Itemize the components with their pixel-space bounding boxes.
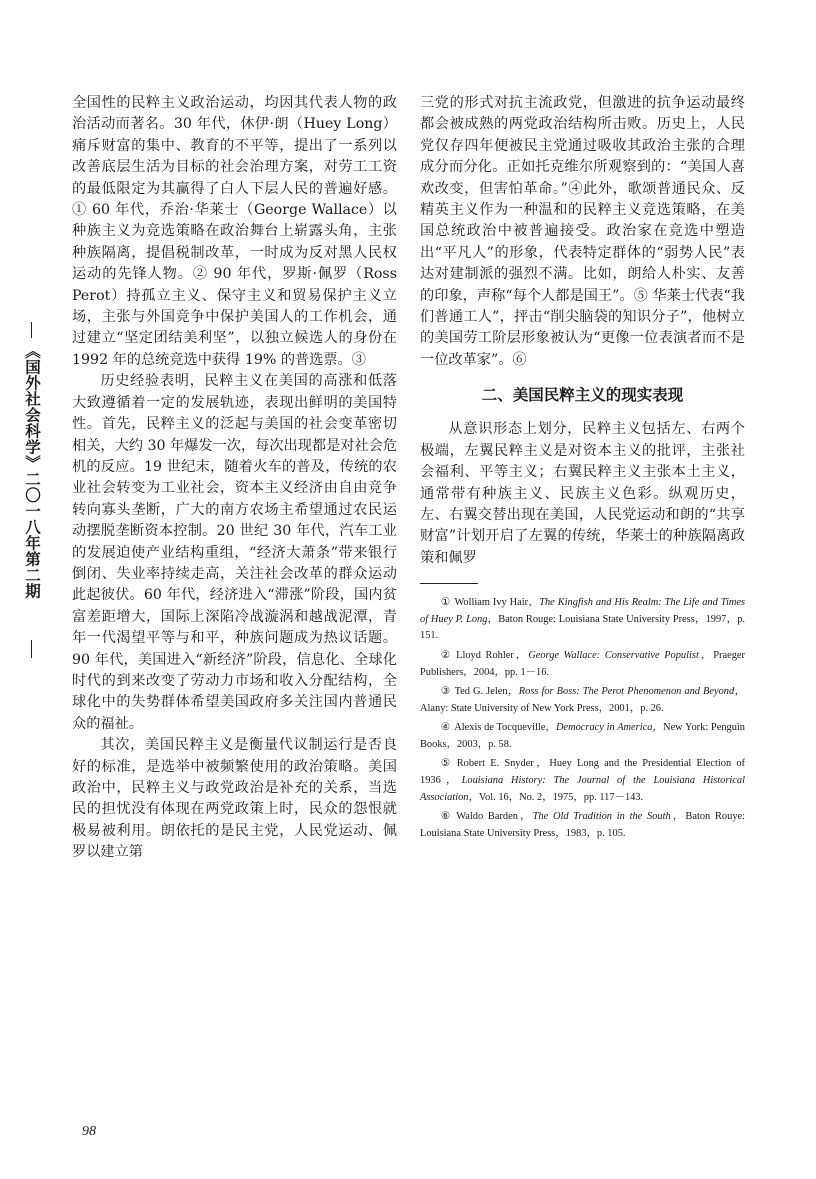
footnote: [420, 809, 745, 842]
footnote-author: Waldo Barden，: [456, 811, 533, 823]
footnote: [420, 595, 745, 645]
footnote-author: Wolliam Ivy Hair，: [454, 597, 540, 609]
footnote-title: Democracy in America: [555, 722, 653, 734]
side-rule-top: [31, 322, 32, 338]
footnote-author: Ted G. Jelen，: [454, 686, 519, 698]
footnote-publisher: ，Baton Rouge: Louisiana State University Press，1997，p. 151.: [420, 613, 745, 642]
footnote-number: ⑥: [440, 811, 453, 823]
paragraph: 全国性的民粹主义政治运动，均因其代表人物的政治活动而著名。30 年代，休伊·朗（Huey Long）痛斥财富的集中、教育的不平等，提出了一系列以改善底层生活为目标的社会治理方案，对劳工工资的最低限定为其赢得了白人下层人民的普遍好感。① 60 年代，乔治·华莱士（George Wallace）以种族主义为竞选策略在政治舞台上崭露头角，主张种族隔离，提倡税制改革，一时成为反对黑人民权运动的先锋人物。② 90 年代，罗斯·佩罗（Ross Perot）持孤立主义、保守主义和贸易保护主义立场，主张与外国竞争中保护美国人的工作机会，通过建立“坚定团结美利坚”，以独立候选人的身份在 1992 年的总统竞选中获得 19% 的普选票。③: [72, 95, 397, 368]
footnote: [420, 648, 745, 681]
paragraph: 三党的形式对抗主流政党，但激进的抗争运动最终都会被成熟的两党政治结构所击败。历史上，人民党仅存四年便被民主党通过吸收其政治主张的合理成分而分化。正如托克维尔所观察到的：“美国人喜欢改变，但害怕革命。”④此外，歌颂普通民众、反精英主义作为一种温和的民粹主义竞选策略，在美国总统政治中被普遍接受。政治家在竞选中塑造出“平凡人”的形象，代表特定群体的“弱势人民”表达对建制派的强烈不满。比如，朗给人朴实、友善的印象，声称“每个人都是国王”。⑤ 华莱士代表“我们普通工人”，抨击“削尖脑袋的知识分子”，他树立的美国劳工阶层形象被认为“更像一位表演者而不是一位改革家”。⑥: [420, 95, 745, 368]
footnote-number: ⑤: [440, 758, 453, 770]
footnote-author: Lloyd Rohler，: [456, 649, 529, 661]
footnotes: [420, 595, 745, 842]
footnote-number: ③: [440, 686, 451, 698]
footnote-title: Louisiana History: The Journal of the Louisiana Historical Association: [420, 775, 745, 803]
footnote-title: George Wallace: Conservative Populist: [528, 649, 699, 661]
footnote-number: ①: [440, 597, 451, 609]
paragraph: 从意识形态上划分，民粹主义包括左、右两个极端，左翼民粹主义是对资本主义的批评，主张社会福利、平等主义；右翼民粹主义主张本土主义，通常带有种族主义、民族主义色彩。纵观历史，左、右翼交替出现在美国，人民党运动和朗的“共享财富”计划开启了左翼的传统，华莱士的种族隔离政策和佩罗: [420, 421, 745, 566]
left-column: [72, 93, 397, 864]
footnote-author: Robert E. Snyder，Huey Long and the Presidential Election of 1936，: [420, 758, 745, 787]
footnote-publisher: ，Vol. 16，No. 2，1975，pp. 117－143.: [468, 791, 644, 803]
footnote-title: Ross for Boss: The Perot Phenomenon and Beyond: [518, 686, 735, 698]
right-column: [420, 93, 745, 845]
paragraph: 历史经验表明，民粹主义在美国的高涨和低落大致遵循着一定的发展轨迹，表现出鲜明的美国特性。首先，民粹主义的泛起与美国的社会变革密切相关，大约 30 年爆发一次，每次出现都是对社会危机的反应。19 世纪末，随着火车的普及，传统的农业社会转变为工业社会，资本主义经济由自由竞争转向寡头垄断，广大的南方农场主希望通过农民运动摆脱垄断资本控制。20 世纪 30 年代，汽车工业的发展迫使产业结构重组，“经济大萧条”带来银行倒闭、失业率持续走高，关注社会改革的群众运动此起彼伏。60 年代，经济进入“滞涨”阶段，国内贫富差距增大，国际上深陷冷战漩涡和越战泥潭，青年一代渴望平等与和平，种族问题成为热议话题。90 年代，美国进入“新经济”阶段，信息化、全球化时代的到来改变了劳动力市场和收入分配结构，全球化中的失势群体希望美国政府多关注国内普通民众的福祉。: [72, 373, 398, 732]
footnote: [420, 684, 745, 717]
footnote-number: ④: [440, 722, 451, 734]
footnote-publisher: ，Alany: State University of New York Press，2001，p. 26.: [420, 686, 746, 714]
side-rule-bottom: [31, 640, 32, 658]
footnote-title: The Old Tradition in the South: [532, 811, 671, 823]
journal-running-title: 《国外社会科学》二〇一八年第二期: [23, 343, 41, 599]
footnote-publisher: ，New York: Penguin Books，2003，p. 58.: [420, 722, 745, 750]
footnote-number: ②: [440, 649, 453, 661]
paragraph: 其次，美国民粹主义是衡量代议制运行是否良好的标准，是选举中被频繁使用的政治策略。美国政治中，民粹主义与政党政治是补充的关系，当选民的担忧没有体现在两党政策上时，民众的怨恨就极易被利用。朗依托的是民主党，人民党运动、佩罗以建立第: [72, 737, 397, 861]
footnote-publisher: ，Praeger Publishers，2004，pp. 1－16.: [420, 649, 745, 678]
footnote-author: Alexis de Tocqueville，: [454, 722, 556, 734]
footnote: [420, 756, 745, 806]
footnote-title: The Kingfish and His Realm: The Life and Times of Huey P. Long: [420, 597, 745, 625]
footnote: [420, 720, 745, 753]
page-number: 98: [82, 1124, 96, 1139]
section-heading: 二、美国民粹主义的现实表现: [481, 386, 684, 405]
footnote-separator: [420, 583, 478, 584]
footnote-publisher: ，Baton Rouye: Louisiana State University Press，1983，p. 105.: [420, 811, 746, 839]
